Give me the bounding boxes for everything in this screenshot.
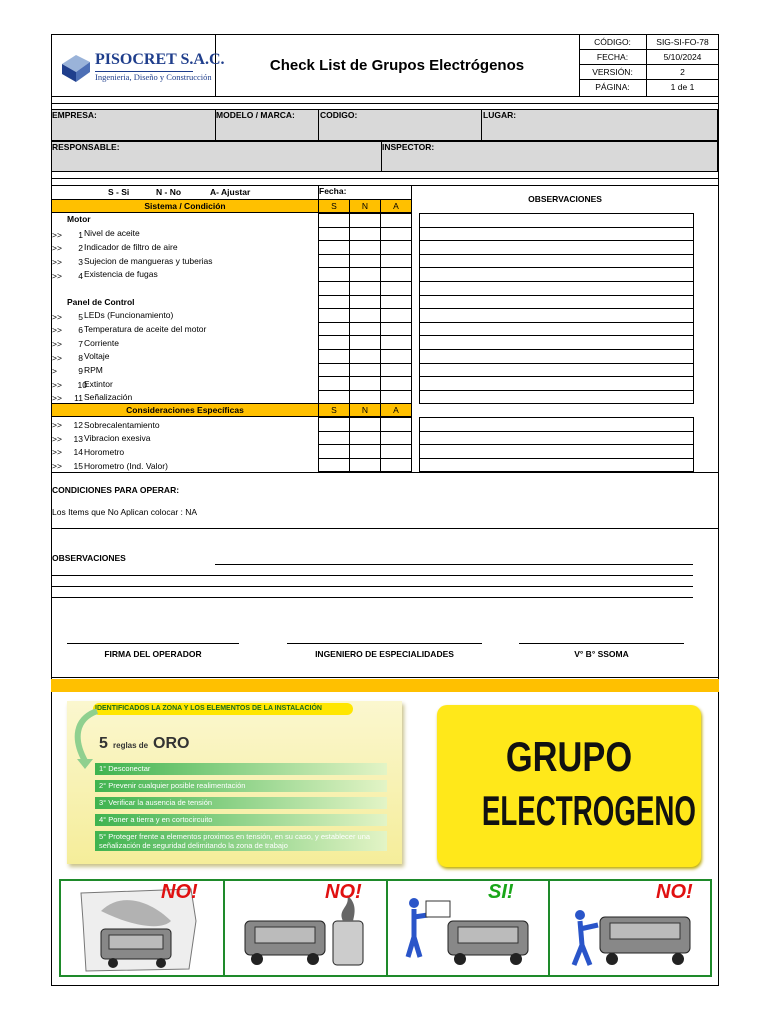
check-cell[interactable] [380,390,412,405]
check-cell[interactable] [349,417,381,432]
modelo-label: MODELO / MARCA: [216,110,295,120]
conditions-note: Los Items que No Aplican colocar : NA [52,507,198,517]
item-label: Corriente [84,338,119,348]
check-cell[interactable] [380,295,412,310]
check-cell[interactable] [349,254,381,269]
rule-item: 5° Proteger frente a elementos proximos en tensión, en su caso, y establecer una señalización de seguridad delimitando la zona de trabajo [95,831,387,851]
stamp-no: NO! [161,881,198,903]
rule-item: 3° Verificar la ausencia de tensión [95,797,387,809]
signature-label-ssoma: V° B° SSOMA [574,649,629,659]
illustration-panel-2 [225,881,386,975]
item-arrow: >> [52,243,62,253]
panel-title: Panel de Control [67,297,135,307]
observation-cell[interactable] [419,267,694,282]
check-cell[interactable] [318,240,350,255]
item-label: Vibracion exesiva [84,433,151,443]
check-cell[interactable] [380,240,412,255]
check-cell[interactable] [318,254,350,269]
illustration-panel-3 [388,881,548,975]
signature-line-ingeniero[interactable] [287,643,482,644]
check-cell[interactable] [318,363,350,378]
page-title: Check List de Grupos Electrógenos [269,57,525,74]
pagina-label: PÁGINA: [595,82,630,92]
orange-separator [51,679,719,692]
check-cell[interactable] [349,267,381,282]
col-s-label-2: S [331,405,337,415]
check-cell[interactable] [318,417,350,432]
check-cell[interactable] [349,335,381,350]
observation-line[interactable] [52,586,693,587]
observation-cell[interactable] [419,335,694,350]
golden-rules-panel [67,701,402,864]
observation-line[interactable] [215,564,693,565]
check-cell[interactable] [380,213,412,228]
item-arrow: >> [52,461,62,471]
item-label: Indicador de filtro de aire [84,242,178,252]
check-cell[interactable] [349,213,381,228]
golden-rules-banner-text: IDENTIFICADOS LA ZONA Y LOS ELEMENTOS DE LA INSTALACIÓN [95,705,322,712]
item-label: Señalización [84,392,133,402]
item-number: 7 [78,339,83,349]
section-line [51,677,719,678]
rule-item: 1° Desconectar [95,763,387,775]
rules-title-number: 5 [99,735,108,752]
rules-title-big: ORO [153,735,190,752]
section-line [51,472,719,473]
header-bottom-line [51,96,719,97]
company-logo [58,48,225,88]
item-arrow: >> [52,312,62,322]
col-s-label: S [331,201,337,211]
item-arrow: >> [52,353,62,363]
observation-line[interactable] [52,597,693,598]
observation-cell[interactable] [419,431,694,446]
item-label: Voltaje [84,351,110,361]
item-number: 15 [73,461,83,471]
observation-cell[interactable] [419,417,694,432]
codigo-value: SIG-SI-FO-78 [656,37,709,47]
check-cell[interactable] [318,458,350,473]
observation-line[interactable] [52,575,693,576]
item-label: Horometro [84,447,125,457]
check-cell[interactable] [380,267,412,282]
observation-cell[interactable] [419,213,694,228]
stamp-no: NO! [656,881,693,903]
item-arrow: >> [52,230,62,240]
pagina-value: 1 de 1 [670,82,695,92]
check-cell[interactable] [318,308,350,323]
section-line [51,103,719,104]
check-cell[interactable] [318,227,350,242]
illustration-panel-4 [550,881,710,975]
item-number: 12 [73,420,83,430]
signature-line-ssoma[interactable] [519,643,684,644]
observation-cell[interactable] [419,363,694,378]
check-cell[interactable] [349,281,381,296]
section-line [51,178,719,179]
check-cell[interactable] [380,458,412,473]
check-cell[interactable] [318,335,350,350]
check-cell[interactable] [380,335,412,350]
check-cell[interactable] [349,349,381,364]
observation-cell[interactable] [419,254,694,269]
check-cell[interactable] [349,444,381,459]
consideraciones-header-label: Consideraciones Específicas [126,405,244,415]
item-number: 8 [78,353,83,363]
legend-no: N - No [156,187,182,197]
check-cell[interactable] [318,267,350,282]
company-name: PISOCRET S.A.C. [95,51,225,68]
observations-title: OBSERVACIONES [52,553,126,563]
header-divider [579,64,719,65]
observation-cell[interactable] [419,390,694,405]
col-n-label-2: N [361,405,369,415]
check-cell[interactable] [318,376,350,391]
item-number: 13 [73,434,83,444]
check-cell[interactable] [318,213,350,228]
check-cell[interactable] [380,417,412,432]
version-label: VERSIÓN: [592,67,633,77]
col-a-label-2: A [393,405,399,415]
item-label: Extintor [84,379,113,389]
check-cell[interactable] [318,322,350,337]
item-number: 11 [74,393,83,403]
item-number: 10 [77,380,87,390]
check-cell[interactable] [380,254,412,269]
check-cell[interactable] [380,349,412,364]
check-cell[interactable] [380,431,412,446]
item-number: 6 [78,325,83,335]
version-value: 2 [680,67,685,77]
legend-ajustar: A- Ajustar [210,187,251,197]
section-line [51,528,719,529]
rules-list [95,763,387,849]
check-cell[interactable] [349,240,381,255]
check-cell[interactable] [349,363,381,378]
legend-si: S - Si [108,187,130,197]
item-arrow: >> [52,447,62,457]
check-cell[interactable] [349,390,381,405]
item-arrow: >> [52,380,62,390]
fecha-label: FECHA: [596,52,629,62]
table-divider [318,185,319,199]
section-line [51,185,719,186]
check-cell[interactable] [380,376,412,391]
check-cell[interactable] [349,322,381,337]
item-label: LEDs (Funcionamiento) [84,310,174,320]
observation-cell[interactable] [419,458,694,473]
check-cell[interactable] [318,444,350,459]
signature-label-ingeniero: INGENIERO DE ESPECIALIDADES [315,649,454,659]
signature-line-operador[interactable] [67,643,239,644]
check-cell[interactable] [380,281,412,296]
conditions-title: CONDICIONES PARA OPERAR: [52,485,180,495]
item-label: Temperatura de aceite del motor [84,324,207,334]
check-cell[interactable] [349,308,381,323]
item-number: 4 [78,271,83,281]
check-cell[interactable] [318,281,350,296]
check-cell[interactable] [318,431,350,446]
stamp-no: NO! [325,881,362,903]
item-label: Sobrecalentamiento [84,420,160,430]
item-arrow: >> [52,257,62,267]
item-number: 3 [78,257,83,267]
observaciones-header: OBSERVACIONES [528,194,602,204]
item-number: 14 [73,447,83,457]
rules-title-small: reglas de [113,741,149,750]
correct-generator-use-icon [388,881,548,975]
golden-rules-banner [93,703,353,715]
check-cell[interactable] [349,458,381,473]
item-number: 9 [78,366,83,376]
rule-item: 2° Prevenir cualquier posible realimentación [95,780,387,792]
signature-label-operador: FIRMA DEL OPERADOR [104,649,202,659]
grupo-electrogeno-sign [437,705,701,867]
header-divider [579,49,719,50]
item-arrow: >> [52,434,62,444]
check-cell[interactable] [349,376,381,391]
codigo-field-label: CODIGO: [320,110,358,120]
check-cell[interactable] [349,431,381,446]
observation-cell[interactable] [419,308,694,323]
item-arrow: >> [52,339,62,349]
observation-cell[interactable] [419,281,694,296]
observation-cell[interactable] [419,295,694,310]
item-label: Nivel de aceite [84,228,140,238]
item-label: Sujecion de mangueras y tuberias [84,256,213,266]
check-cell[interactable] [318,295,350,310]
header-divider [579,79,719,80]
sistema-header-label: Sistema / Condición [144,201,226,211]
check-cell[interactable] [349,227,381,242]
sign-line-1: GRUPO [505,733,633,780]
check-cell[interactable] [380,444,412,459]
lugar-field[interactable] [481,109,718,141]
item-number: 5 [78,312,83,322]
item-label: RPM [84,365,103,375]
item-arrow: >> [52,325,62,335]
fecha-inspeccion-label: Fecha: [319,186,347,196]
empresa-label: EMPRESA: [52,110,97,120]
check-cell[interactable] [380,363,412,378]
observation-cell[interactable] [419,444,694,459]
check-cell[interactable] [380,322,412,337]
check-cell[interactable] [349,295,381,310]
fecha-value: 5/10/2024 [663,52,702,62]
check-cell[interactable] [318,349,350,364]
item-arrow: >> [52,420,62,430]
sign-line-2: ELECTROGENO [481,787,696,834]
rule-item: 4° Poner a tierra y en cortocircuito [95,814,387,826]
col-a-label: A [393,201,399,211]
lugar-label: LUGAR: [483,110,517,120]
check-cell[interactable] [380,308,412,323]
codigo-label: CÓDIGO: [594,37,631,47]
stamp-si: SI! [488,881,514,903]
item-label: Horometro (Ind. Valor) [84,461,168,471]
observation-cell[interactable] [419,376,694,391]
inspector-label: INSPECTOR: [382,142,435,152]
item-label: Existencia de fugas [84,269,158,279]
responsable-label: RESPONSABLE: [52,142,120,152]
logo-cube-icon [58,50,94,84]
observation-cell[interactable] [419,322,694,337]
item-arrow: >> [52,393,62,403]
observation-cell[interactable] [419,227,694,242]
observation-cell[interactable] [419,349,694,364]
motor-title: Motor [67,214,91,224]
check-cell[interactable] [318,390,350,405]
item-number: 2 [78,243,83,253]
col-n-label: N [361,201,369,211]
illustration-strip [59,879,712,977]
observation-cell[interactable] [419,240,694,255]
illustration-panel-1 [61,881,223,975]
item-number: 1 [78,230,83,240]
company-tagline: Ingenieria, Diseño y Construcción [95,72,212,82]
item-arrow: >> [52,271,62,281]
check-cell[interactable] [380,227,412,242]
item-arrow: > [52,366,57,376]
